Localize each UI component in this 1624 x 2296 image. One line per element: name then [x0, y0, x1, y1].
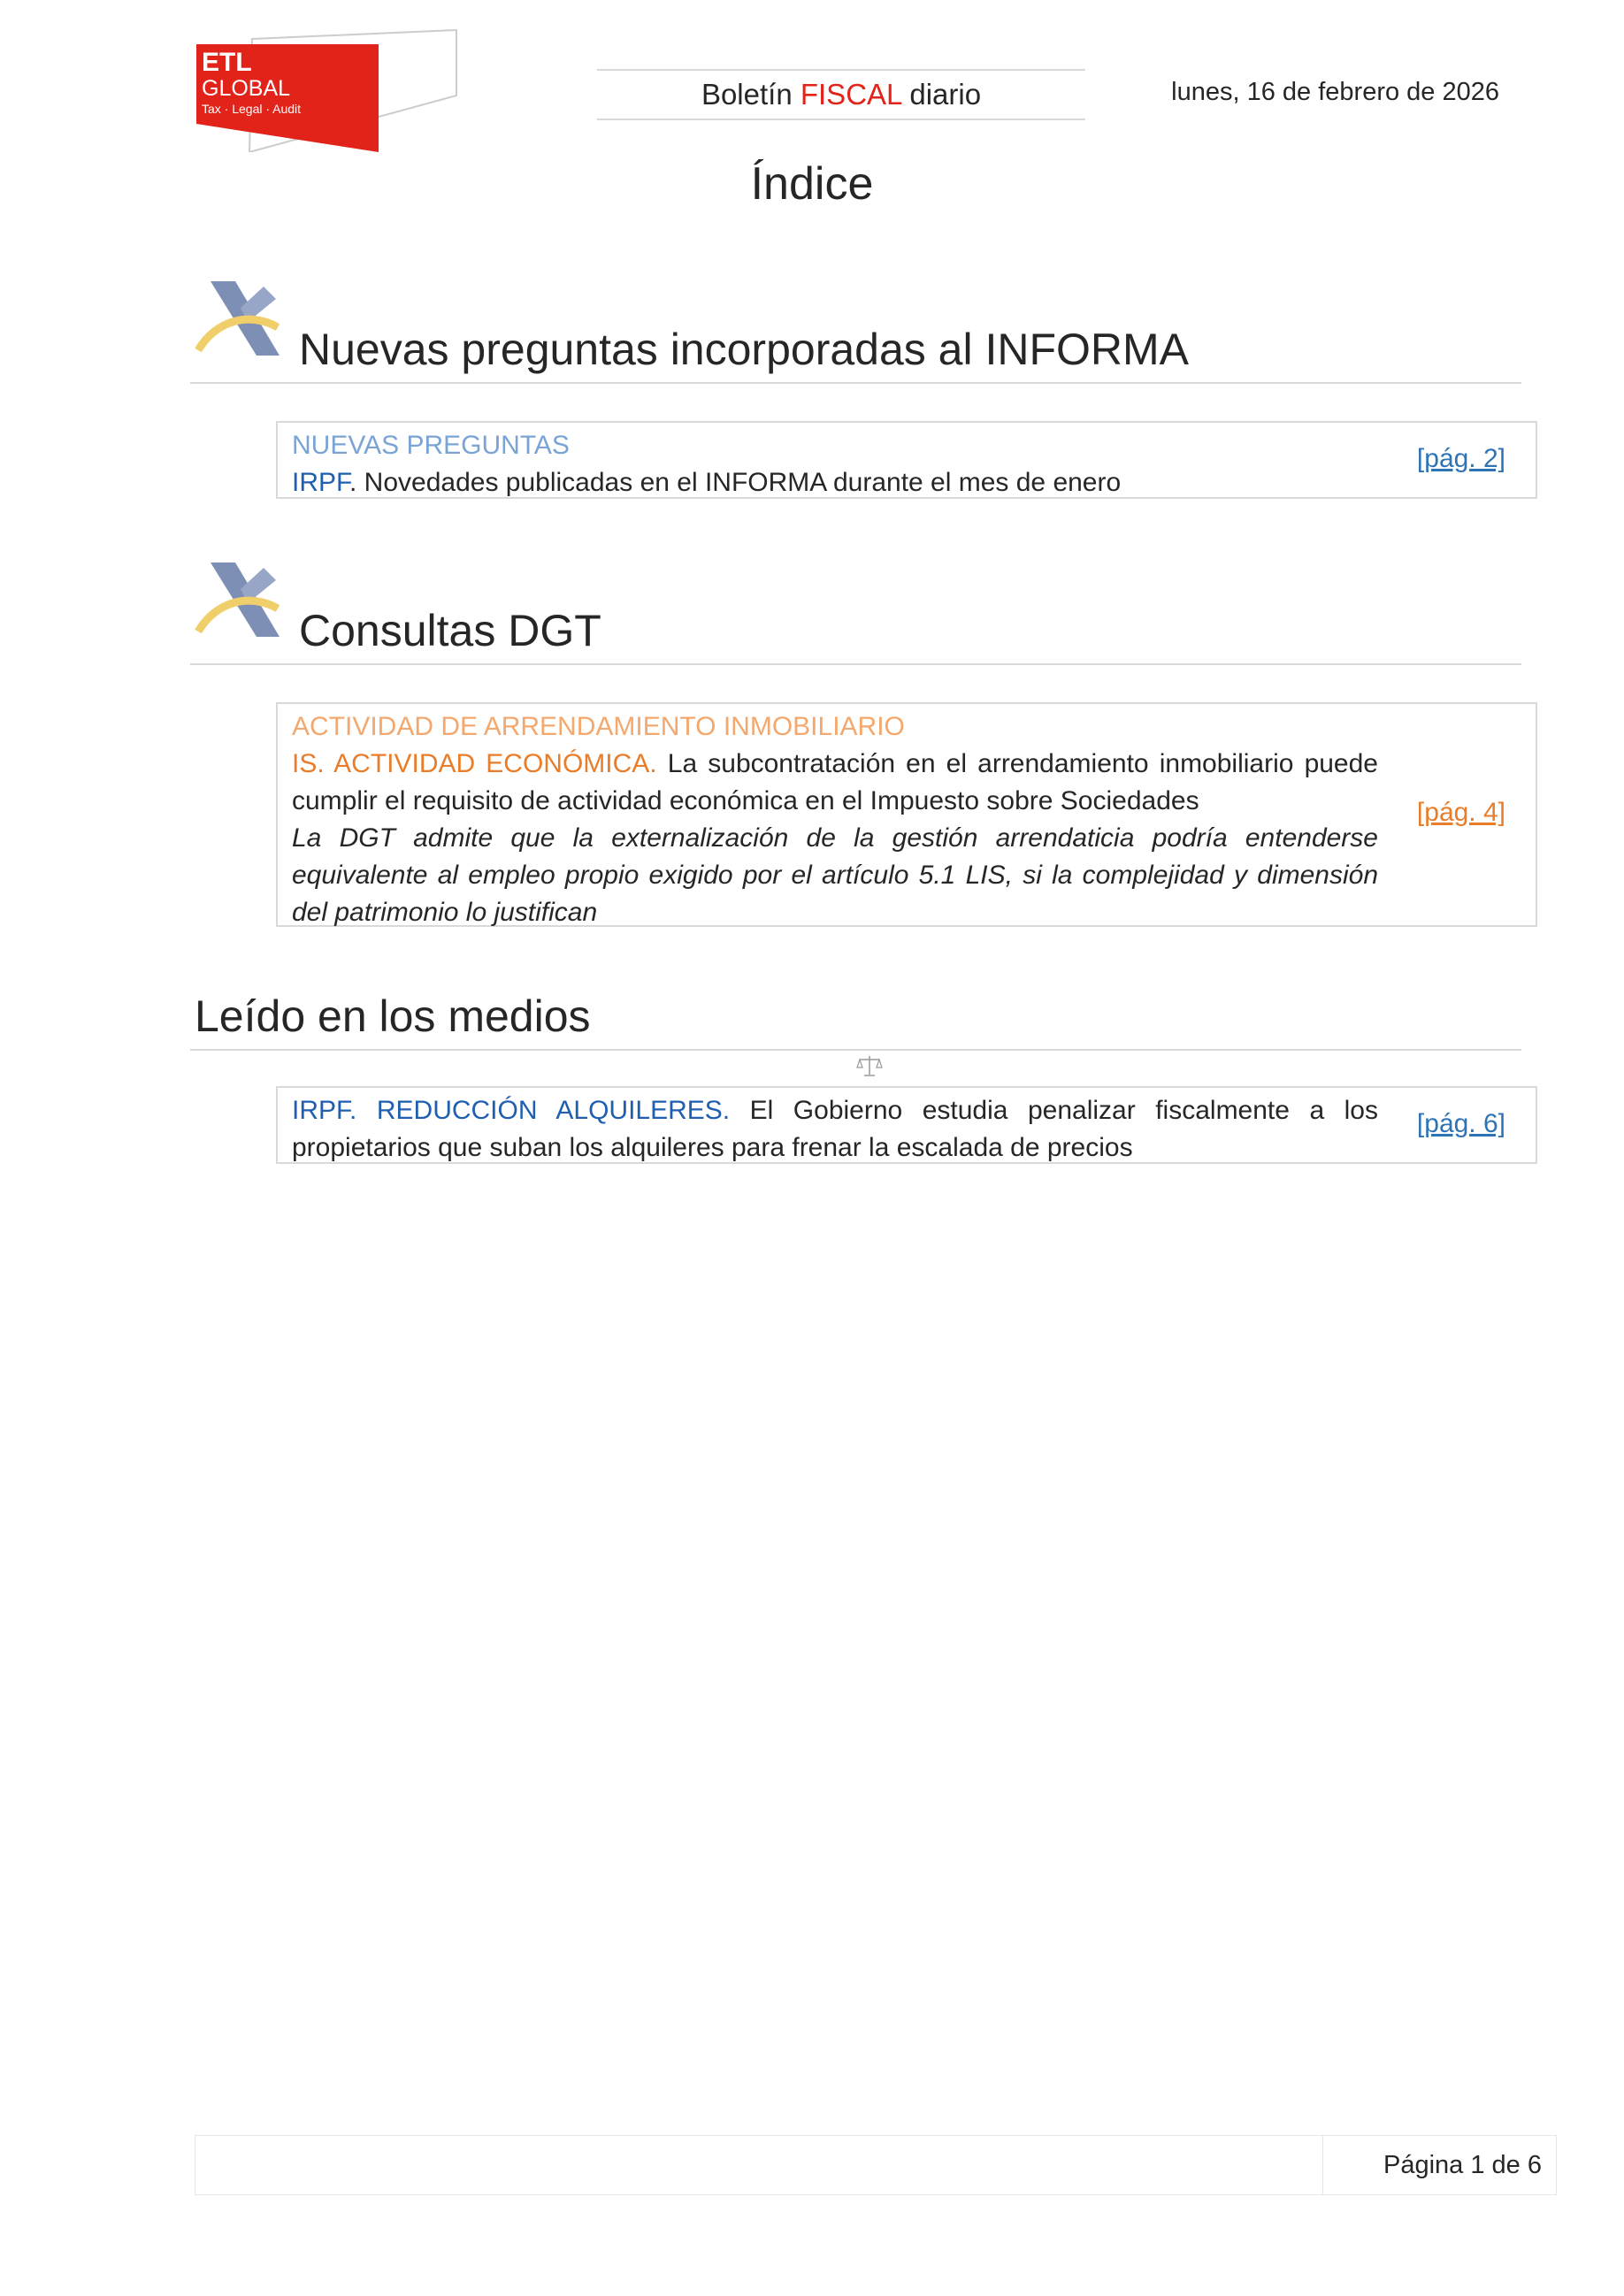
bulletin-title — [597, 69, 1085, 120]
page-link[interactable]: [pág. 6] — [1416, 1109, 1505, 1138]
svg-text:ETL: ETL — [202, 48, 252, 77]
svg-text:Tax · Legal · Audit: Tax · Legal · Audit — [202, 102, 302, 116]
svg-text:GLOBAL: GLOBAL — [202, 76, 291, 101]
section-title-medios: Leído en los medios — [195, 991, 591, 1041]
entry-lead: IS. ACTIVIDAD ECONÓMICA. — [292, 749, 657, 778]
entry-body — [292, 708, 1378, 931]
page-number: Página 1 de 6 — [1383, 2151, 1542, 2179]
entry-lead: IRPF. REDUCCIÓN ALQUILERES. — [292, 1096, 731, 1125]
section-title-informa: Nuevas preguntas incorporadas al INFORMA — [299, 325, 1190, 374]
entry-category: ACTIVIDAD DE ARRENDAMIENTO INMOBILIARIO — [292, 712, 905, 741]
page-link[interactable]: [pág. 2] — [1416, 444, 1505, 473]
entry-informa[interactable] — [276, 421, 1537, 499]
balance-scale-icon — [856, 1054, 883, 1077]
index-title: Índice — [750, 158, 874, 210]
entry-text: El Gobierno estudia penalizar fiscalmente a los propietarios que suban los alquileres para frenar la escalada de precios — [292, 1096, 1378, 1162]
aeat-logo-icon — [195, 281, 283, 363]
footer-divider — [1322, 2135, 1323, 2195]
etl-global-logo — [196, 28, 462, 152]
entry-medios[interactable] — [276, 1086, 1537, 1164]
entry-summary: La DGT admite que la externalización de la gestión arrendaticia podría entenderse equivalente al empleo propio exigido por el artículo 5.1 LIS, si la complejidad y dimensión del patrimonio lo justifican — [292, 823, 1378, 927]
entry-consulta-dgt[interactable] — [276, 702, 1537, 927]
section-rule — [190, 663, 1521, 665]
entry-lead: IRPF — [292, 468, 350, 497]
entry-body — [292, 427, 1378, 501]
entry-headline — [292, 1092, 1378, 1167]
bulletin-suffix: diario — [901, 78, 982, 111]
entry-headline — [292, 464, 1378, 501]
bulletin-prefix: Boletín — [701, 78, 801, 111]
entry-category: NUEVAS PREGUNTAS — [292, 431, 570, 460]
page-link[interactable]: [pág. 4] — [1416, 798, 1505, 827]
aeat-logo-icon — [195, 563, 283, 644]
section-rule — [190, 1049, 1521, 1051]
bulletin-date: lunes, 16 de febrero de 2026 — [1171, 78, 1499, 106]
entry-text: . Novedades publicadas en el INFORMA durante el mes de enero — [349, 468, 1122, 497]
entry-body — [292, 1092, 1378, 1167]
bulletin-highlight: FISCAL — [800, 78, 902, 111]
section-title-consultas: Consultas DGT — [299, 606, 601, 655]
entry-headline — [292, 746, 1378, 820]
entry-text: La subcontratación en el arrendamiento inmobiliario puede cumplir el requisito de actividad económica en el Impuesto sobre Sociedades — [292, 749, 1378, 815]
section-rule — [190, 382, 1521, 384]
